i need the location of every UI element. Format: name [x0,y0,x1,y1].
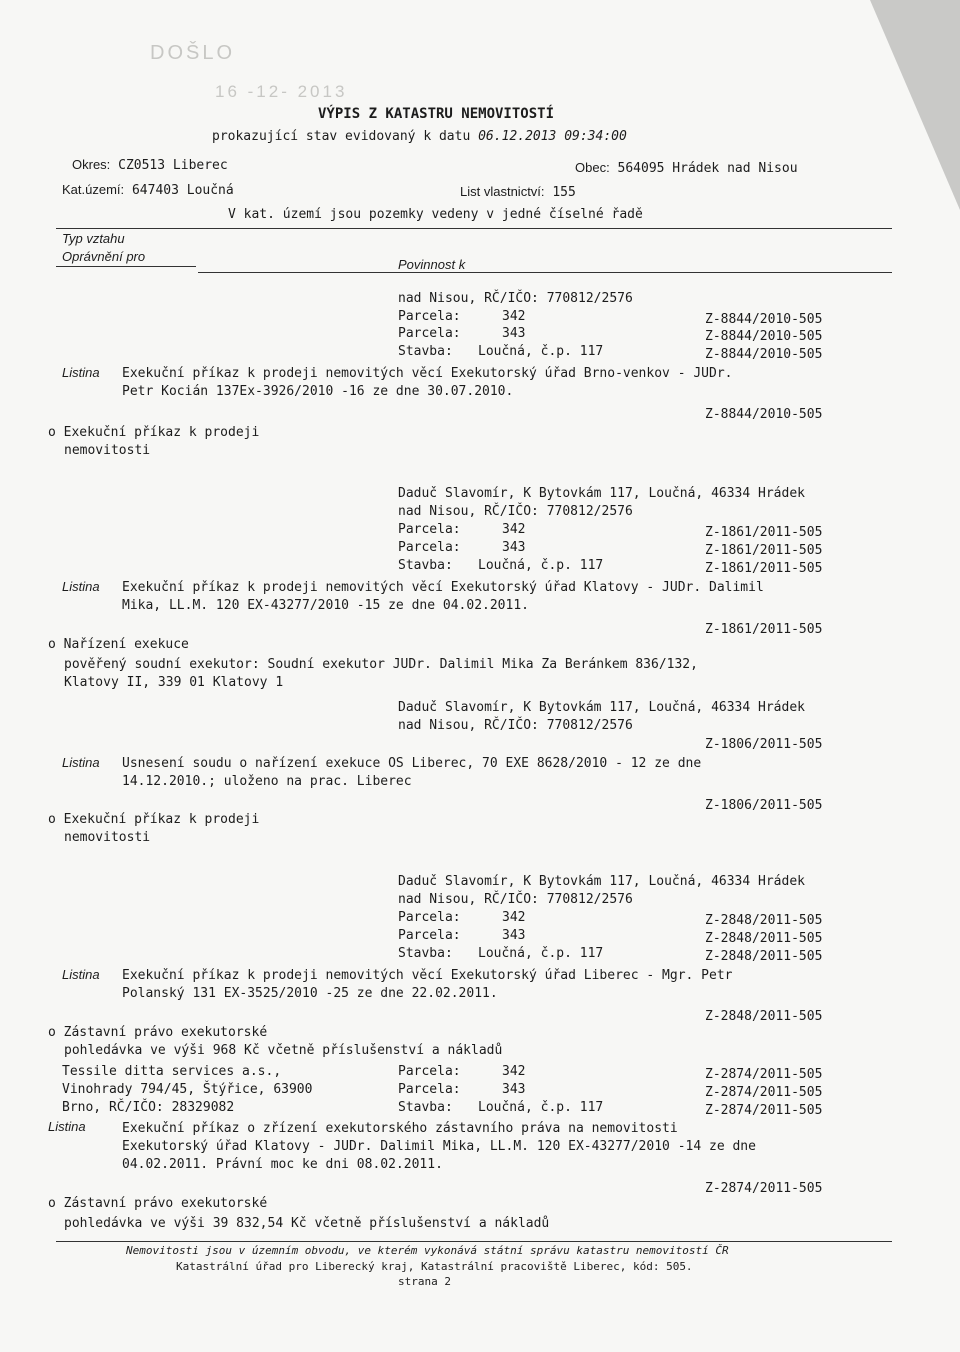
item-label: Parcela: [398,522,461,537]
entry-person: Daduč Slavomír, K Bytovkám 117, Loučná, 46334 Hrádek [398,486,805,501]
section-heading: o Zástavní právo exekutorské [48,1196,268,1211]
executor-detail: Klatovy II, 339 01 Klatovy 1 [64,675,284,690]
item-label: Stavba: [398,946,453,961]
listina-label: Listina [62,967,100,982]
section-heading: nemovitosti [64,830,151,845]
received-stamp-line2: 16 -12- 2013 [215,82,348,101]
entry-person: Daduč Slavomír, K Bytovkám 117, Loučná, 46334 Hrádek [398,700,805,715]
entry-person: nad Nisou, RČ/IČO: 770812/2576 [398,504,633,519]
page-number: strana 2 [398,1275,451,1288]
item-ref: Z-8844/2010-505 [705,312,823,327]
item-label: Parcela: [398,928,461,943]
item-ref: Z-2874/2011-505 [705,1067,823,1082]
item-ref: Z-1861/2011-505 [705,525,823,540]
item-label: Parcela: [398,910,461,925]
section-heading: o Exekuční příkaz k prodeji [48,812,260,827]
item-ref: Z-2848/2011-505 [705,949,823,964]
claim-detail: pohledávka ve výši 968 Kč včetně příslušenství a nákladů [64,1043,503,1058]
item-value: Loučná, č.p. 117 [478,1100,604,1115]
item-ref: Z-2848/2011-505 [705,931,823,946]
received-stamp-line1: DOŠLO [150,42,236,64]
column-rule-left [56,266,196,267]
item-value: 342 [502,309,526,324]
listina-ref: Z-1861/2011-505 [705,622,823,637]
creditor: Brno, RČ/IČO: 28329082 [62,1100,235,1115]
item-ref: Z-2848/2011-505 [705,913,823,928]
listina-text: Petr Kocián 137Ex-3926/2010 -16 ze dne 30.07.2010. [122,384,514,399]
listina-ref: Z-2874/2011-505 [705,1181,823,1196]
entry-person: nad Nisou, RČ/IČO: 770812/2576 [398,892,633,907]
item-label: Stavba: [398,1100,453,1115]
item-ref: Z-1861/2011-505 [705,561,823,576]
listina-text: Exekuční příkaz k prodeji nemovitých věcí Exekutorský úřad Liberec - Mgr. Petr [122,968,733,983]
col-typ-vztahu: Typ vztahu [62,231,125,246]
creditor: Tessile ditta services a.s., [62,1064,282,1079]
item-value: Loučná, č.p. 117 [478,558,604,573]
item-label: Parcela: [398,1082,461,1097]
subtitle: prokazující stav evidovaný k datu 06.12.2013 09:34:00 [212,129,627,144]
item-value: 343 [502,540,526,555]
item-value: 342 [502,1064,526,1079]
item-value: 343 [502,1082,526,1097]
list-vlastnictvi: List vlastnictví: 155 [460,184,576,200]
footer-line: Katastrální úřad pro Liberecký kraj, Katastrální pracoviště Liberec, kód: 505. [176,1260,693,1273]
item-label: Parcela: [398,326,461,341]
person-ref: Z-1806/2011-505 [705,737,823,752]
item-value: Loučná, č.p. 117 [478,344,604,359]
column-rule-right [198,272,892,273]
item-ref: Z-2874/2011-505 [705,1085,823,1100]
executor-detail: pověřený soudní exekutor: Soudní exekutor JUDr. Dalimil Mika Za Beránkem 836/132, [64,657,698,672]
item-ref: Z-8844/2010-505 [705,347,823,362]
document-title: VÝPIS Z KATASTRU NEMOVITOSTÍ [318,106,555,122]
listina-text: 04.02.2011. Právní moc ke dni 08.02.2011. [122,1157,443,1172]
item-ref: Z-8844/2010-505 [705,329,823,344]
listina-label: Listina [62,579,100,594]
listina-text: Exekuční příkaz o zřízení exekutorského zástavního práva na nemovitosti [122,1121,678,1136]
col-opravneni-pro: Oprávnění pro [62,249,146,264]
entry-person: nad Nisou, RČ/IČO: 770812/2576 [398,718,633,733]
listina-label: Listina [62,755,100,770]
listina-ref: Z-1806/2011-505 [705,798,823,813]
listina-text: Exekuční příkaz k prodeji nemovitých věcí Exekutorský úřad Klatovy - JUDr. Dalimil [122,580,764,595]
listina-text: 14.12.2010.; uloženo na prac. Liberec [122,774,412,789]
entry-person: Daduč Slavomír, K Bytovkám 117, Loučná, 46334 Hrádek [398,874,805,889]
listina-text: Exekuční příkaz k prodeji nemovitých věcí Exekutorský úřad Brno-venkov - JUDr. [122,366,733,381]
item-value: 343 [502,326,526,341]
listina-ref: Z-2848/2011-505 [705,1009,823,1024]
item-value: 343 [502,928,526,943]
okres: Okres: CZ0513 Liberec [72,157,228,173]
item-value: 342 [502,910,526,925]
item-label: Stavba: [398,558,453,573]
item-ref: Z-1861/2011-505 [705,543,823,558]
item-value: 342 [502,522,526,537]
listina-text: Exekutorský úřad Klatovy - JUDr. Dalimil Mika, LL.M. 120 EX-43277/2010 -14 ze dne [122,1139,756,1154]
obec: Obec: 564095 Hrádek nad Nisou [575,160,798,176]
header-rule [56,228,892,229]
item-label: Parcela: [398,540,461,555]
item-label: Stavba: [398,344,453,359]
listina-text: Polanský 131 EX-3525/2010 -25 ze dne 22.02.2011. [122,986,498,1001]
listina-text: Mika, LL.M. 120 EX-43277/2010 -15 ze dne 04.02.2011. [122,598,529,613]
section-heading: o Nařízení exekuce [48,637,189,652]
katuzemi-note: V kat. území jsou pozemky vedeny v jedné číselné řadě [228,207,643,222]
item-value: Loučná, č.p. 117 [478,946,604,961]
listina-label: Listina [48,1119,86,1134]
item-label: Parcela: [398,309,461,324]
listina-ref: Z-8844/2010-505 [705,407,823,422]
creditor: Vinohrady 794/45, Štýřice, 63900 [62,1082,313,1097]
col-povinnost-k: Povinnost k [398,257,466,272]
footer-line: Nemovitosti jsou v územním obvodu, ve kterém vykonává státní správu katastru nemovitostí ČR [126,1244,729,1257]
item-label: Parcela: [398,1064,461,1079]
listina-text: Usnesení soudu o nařízení exekuce OS Liberec, 70 EXE 8628/2010 - 12 ze dne [122,756,702,771]
entry-person: nad Nisou, RČ/IČO: 770812/2576 [398,291,633,306]
listina-label: Listina [62,365,100,380]
section-heading: o Zástavní právo exekutorské [48,1025,268,1040]
section-heading: o Exekuční příkaz k prodeji [48,425,260,440]
item-ref: Z-2874/2011-505 [705,1103,823,1118]
folded-corner [870,0,960,210]
kat-uzemi: Kat.území: 647403 Loučná [62,182,234,198]
claim-detail: pohledávka ve výši 39 832,54 Kč včetně příslušenství a nákladů [64,1216,550,1231]
section-heading: nemovitosti [64,443,151,458]
footer-rule [56,1241,892,1242]
